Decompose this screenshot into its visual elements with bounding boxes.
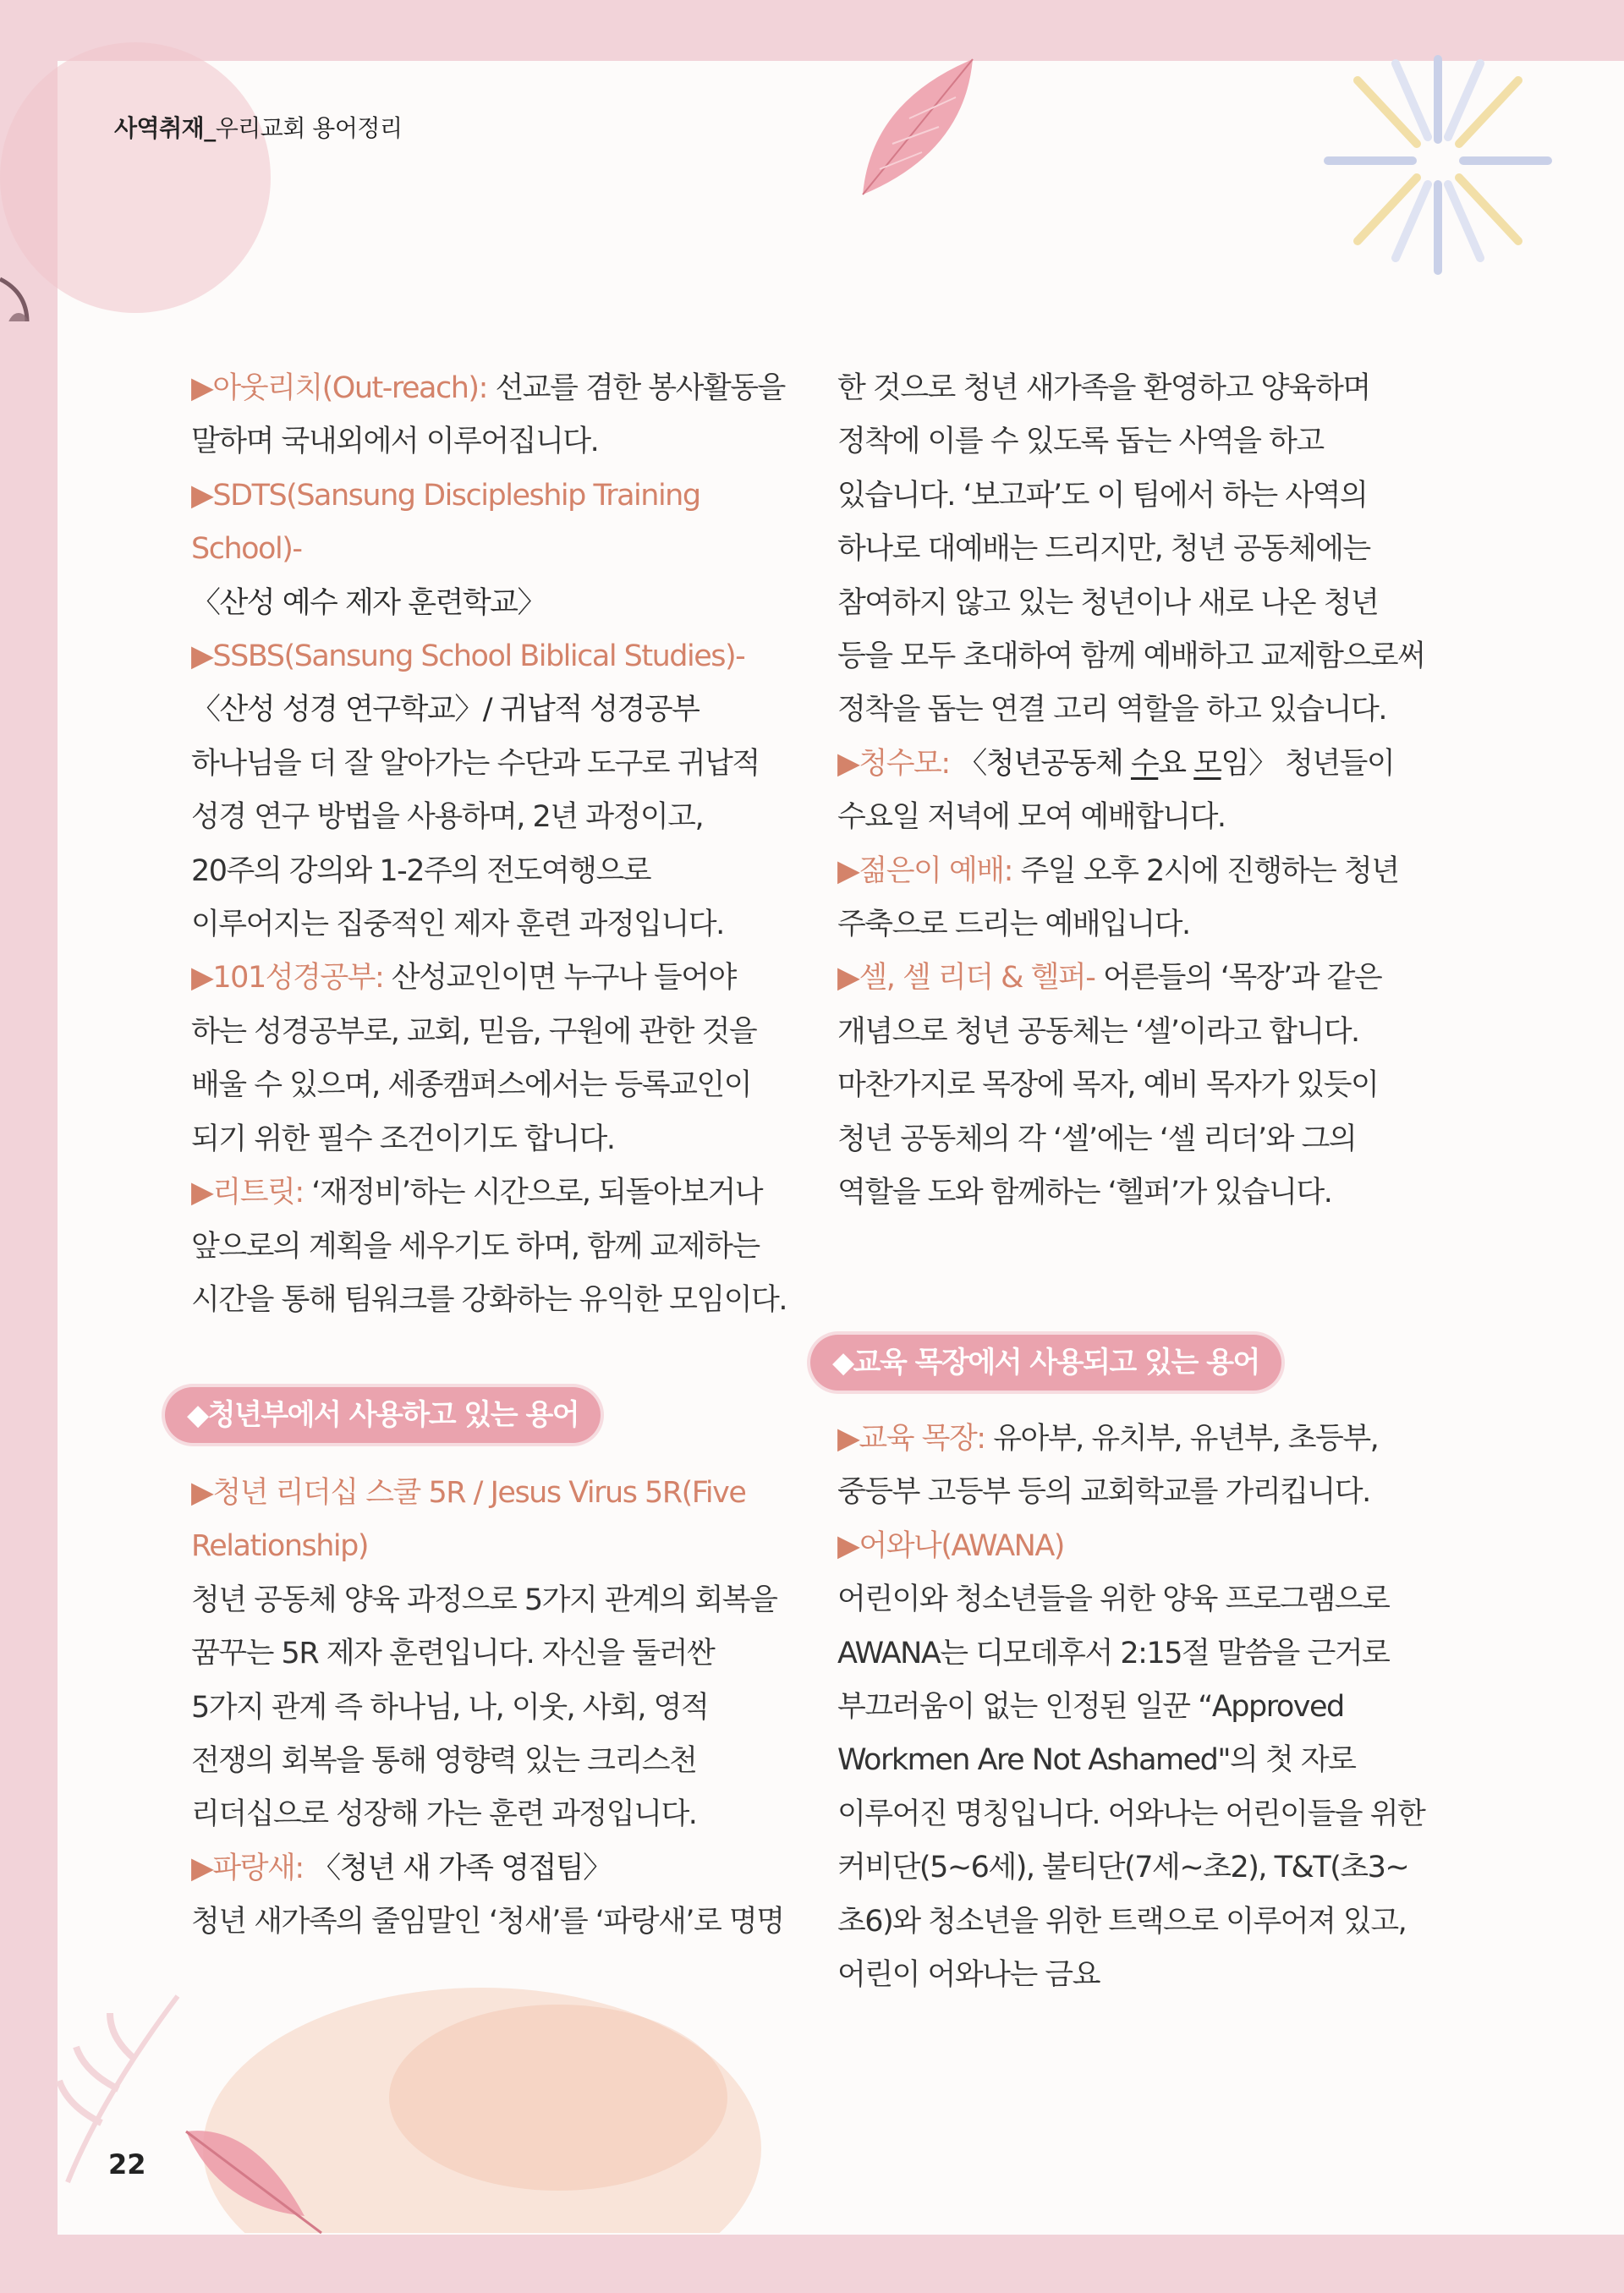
firework-burst-icon bbox=[1303, 34, 1573, 288]
term-label: ▶교육 목장: bbox=[837, 1422, 985, 1456]
term-sdts-korean: 〈산성 예수 제자 훈련학교〉 bbox=[191, 585, 546, 620]
term-sdts bbox=[191, 469, 793, 577]
term-awana bbox=[837, 1520, 1440, 1573]
column-3 bbox=[191, 1467, 793, 1950]
term-101 bbox=[191, 952, 793, 1166]
term-label: ▶청년 리더십 스쿨 5R / Jesus Virus 5R(Five Relationship) bbox=[191, 1476, 746, 1564]
page-number: 22 bbox=[108, 2148, 146, 2181]
term-ssbs bbox=[191, 630, 793, 683]
term-awana-desc: 어린이와 청소년들을 위한 양육 프로그램으로 AWANA는 디모데후서 2:15절 말씀을 근거로 부끄러움이 없는 인정된 일꾼 “Approved Workmen Are Not Ashamed"의 첫 자로 이루어진 명칭입니다. 어와나는 어린이들을 위한 커비단(5~6세), 불티단(7세~초2), T&T(초3~초6)와 청소년을 위한 트랙으로 이루어져 있고, 어린이 어와나는 금요 bbox=[837, 1583, 1425, 1993]
pink-leaf-icon bbox=[178, 2115, 330, 2241]
running-header bbox=[114, 110, 403, 144]
term-desc: 어른들의 ‘목장’과 같은 개념으로 청년 공동체는 ‘셀’이라고 합니다. bbox=[837, 961, 1382, 1049]
term-education bbox=[837, 1413, 1440, 1520]
term-label: ▶아웃리치(Out-reach): bbox=[191, 371, 487, 405]
column-2 bbox=[837, 362, 1440, 1221]
term-korean: 〈청년공동체 수요 모임〉 bbox=[949, 746, 1277, 781]
term-label: ▶젊은이 예배: bbox=[837, 853, 1012, 888]
term-desc: ‘재정비’하는 시간으로, 되돌아보거나 앞으로의 계획을 세우기도 하며, 함께 교제하는 시간을 통해 팀워크를 강화하는 유익한 모임이다. bbox=[191, 1176, 787, 1317]
term-chungsumo bbox=[837, 738, 1440, 845]
term-leadership-desc: 청년 공동체 양육 과정으로 5가지 관계의 회복을 꿈꾸는 5R 제자 훈련입니다. 자신을 둘러싼 5가지 관계 즉 하나님, 나, 이웃, 사회, 영적 전쟁의 회복을 통해 영향력 있는 크리스천 리더십으로 성장해 가는 훈련 과정입니다. bbox=[191, 1583, 777, 1832]
feather-leaf-icon bbox=[846, 51, 990, 211]
term-korean: 〈청년 새 가족 영접팀〉 bbox=[303, 1851, 612, 1885]
section-heading-youth: ◆청년부에서 사용하고 있는 용어 bbox=[165, 1387, 601, 1443]
column-4 bbox=[837, 1413, 1440, 2002]
term-desc: 선교를 겸한 봉사활동을 말하며 국내외에서 이루어집니다. bbox=[191, 371, 785, 459]
term-outreach bbox=[191, 362, 793, 469]
header-section: 사역취재_ bbox=[114, 114, 216, 142]
term-desc: 산성교인이면 누구나 들어야 하는 성경공부로, 교회, 믿음, 구원에 관한 것을 배울 수 있으며, 세종캠퍼스에서는 등록교인이 되기 위한 필수 조건이기도 합니다. bbox=[191, 961, 757, 1156]
term-cell-desc: 마찬가지로 목장에 목자, 예비 목자가 있듯이 청년 공동체의 각 ‘셀’에는 ‘셀 리더’와 그의 역할을 도와 함께하는 ‘헬퍼’가 있습니다. bbox=[837, 1068, 1379, 1210]
term-leadership bbox=[191, 1467, 793, 1574]
term-label: ▶청수모: bbox=[837, 746, 950, 781]
term-retreat bbox=[191, 1166, 793, 1327]
watercolor-blob-top-left bbox=[0, 0, 271, 321]
term-desc: 청년들이 수요일 저녁에 모여 예배합니다. bbox=[837, 746, 1395, 835]
term-cell bbox=[837, 952, 1440, 1059]
term-youth-worship bbox=[837, 845, 1440, 952]
header-title: 우리교회 용어정리 bbox=[215, 114, 403, 142]
term-label: ▶어와나(AWANA) bbox=[837, 1528, 1064, 1563]
term-label: ▶SDTS(Sansung Discipleship Training School)- bbox=[191, 478, 700, 567]
section-heading-education: ◆교육 목장에서 사용되고 있는 용어 bbox=[810, 1335, 1281, 1391]
term-desc: 주일 오후 2시에 진행하는 청년 주축으로 드리는 예배입니다. bbox=[837, 853, 1399, 942]
term-label: ▶셀, 셀 리더 & 헬퍼- bbox=[837, 961, 1095, 996]
term-ssbs-desc: 하나님을 더 잘 알아가는 수단과 도구로 귀납적 성경 연구 방법을 사용하며, 2년 과정이고, 20주의 강의와 1-2주의 전도여행으로 이루어지는 집중적인 제자 훈련 과정입니다. bbox=[191, 746, 760, 942]
term-desc: 유아부, 유치부, 유년부, 초등부, 중등부 고등부 등의 교회학교를 가리킵니다. bbox=[837, 1422, 1379, 1510]
term-paranse bbox=[191, 1842, 793, 1895]
term-label: ▶SSBS(Sansung School Biblical Studies)- bbox=[191, 639, 745, 674]
paranse-continued: 한 것으로 청년 새가족을 환영하고 양육하며 정착에 이를 수 있도록 돕는 사역을 하고 있습니다. ‘보고파’도 이 팀에서 하는 사역의 하나로 대예배는 드리지만, 청년 공동체에는 참여하지 않고 있는 청년이나 새로 나온 청년 등을 모두 초대하여 함께 예배하고 교제함으로써 정착을 돕는 연결 고리 역할을 하고 있습니다. bbox=[837, 371, 1425, 727]
column-1 bbox=[191, 362, 793, 1327]
term-label: ▶리트릿: bbox=[191, 1176, 304, 1210]
term-label: ▶파랑새: bbox=[191, 1851, 304, 1885]
term-paranse-desc: 청년 새가족의 줄임말인 ‘청새’를 ‘파랑새’로 명명 bbox=[191, 1905, 784, 1939]
term-label: ▶101성경공부: bbox=[191, 961, 384, 996]
term-ssbs-korean: 〈산성 성경 연구학교〉/ 귀납적 성경공부 bbox=[191, 693, 700, 727]
